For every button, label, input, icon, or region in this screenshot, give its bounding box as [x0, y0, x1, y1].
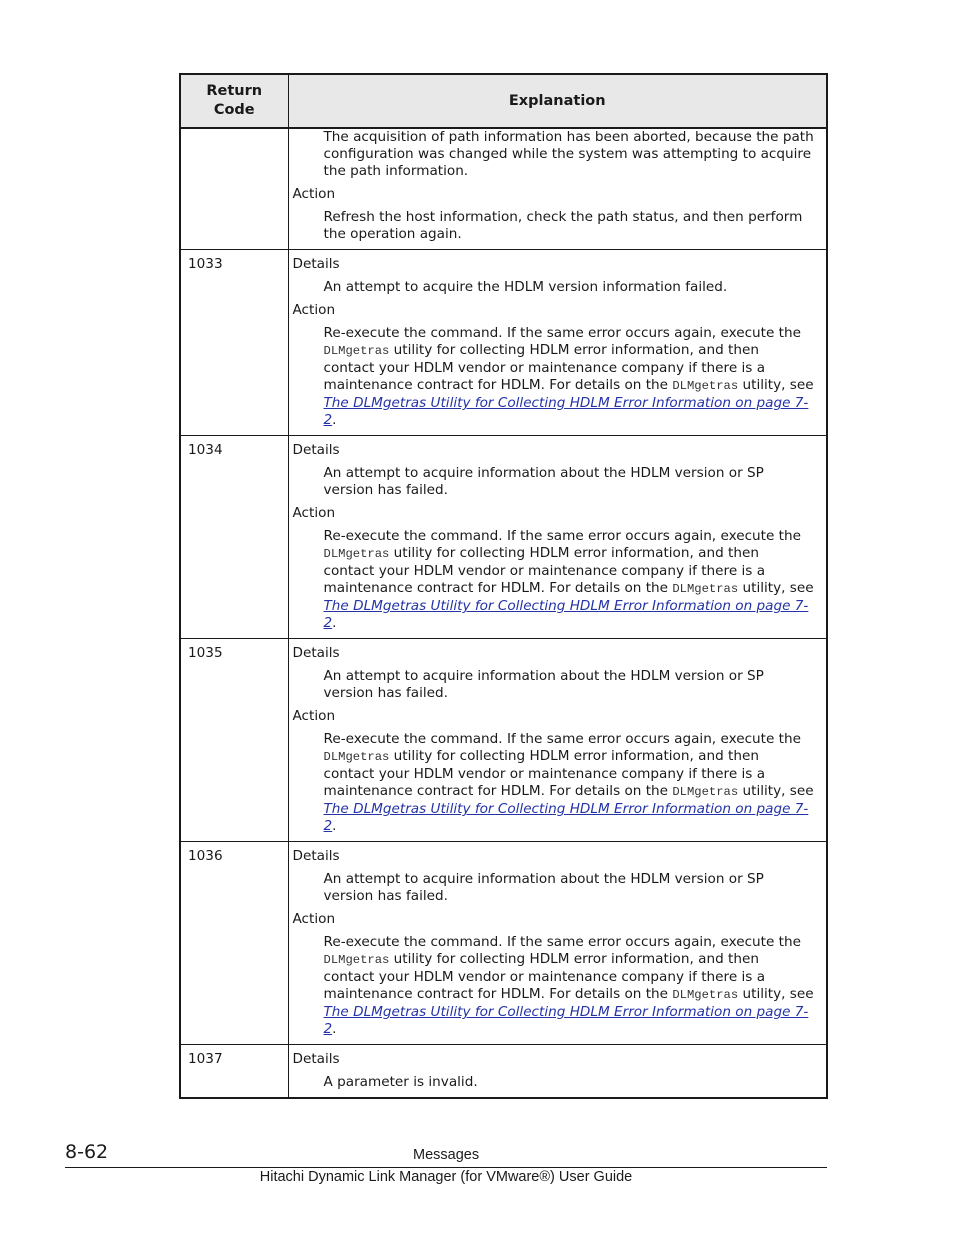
details-label: Details	[292, 442, 340, 458]
explanation-cell	[288, 128, 827, 250]
action-text-part: .	[332, 412, 337, 428]
utility-name: DLMgetras	[672, 379, 739, 393]
return-code-header-line1: Return	[206, 83, 263, 99]
details-label: Details	[292, 645, 340, 661]
utility-name: DLMgetras	[323, 750, 390, 764]
return-code-header-line2: Code	[213, 102, 255, 118]
return-code-cell: 1037	[180, 1045, 288, 1099]
action-text-part: utility for collecting HDLM error information, and then contact your HDLM vendor or maintenance company if there is a maintenance contract for HDLM. For details on the	[323, 545, 766, 596]
action-text-part: utility for collecting HDLM error information, and then contact your HDLM vendor or maintenance company if there is a maintenance contract for HDLM. For details on the	[323, 342, 766, 393]
details-label: Details	[292, 1051, 340, 1067]
return-code-cell: 1036	[180, 842, 288, 1045]
table-row	[180, 250, 827, 436]
action-label: Action	[292, 708, 336, 724]
footer-document-title: Hitachi Dynamic Link Manager (for VMware®) User Guide	[259, 1169, 633, 1185]
return-code-cell: 1035	[180, 639, 288, 842]
action-text	[324, 528, 815, 632]
explanation-cell	[288, 639, 827, 842]
details-text: The acquisition of path information has been aborted, because the path configuration was changed while the system was attempting to acquire the path information.	[323, 129, 814, 179]
action-text-part: utility, see	[738, 580, 814, 596]
explanation-cell	[288, 436, 827, 639]
action-text-part: .	[332, 818, 337, 834]
footer-divider	[65, 1167, 827, 1168]
return-code-cell: 1033	[180, 250, 288, 436]
explanation-header: Explanation	[288, 74, 827, 128]
table-row	[180, 436, 827, 639]
action-text-part: .	[332, 615, 337, 631]
details-text: An attempt to acquire information about the HDLM version or SP version has failed.	[323, 465, 764, 498]
utility-name: DLMgetras	[672, 582, 739, 596]
footer-section-title: Messages	[413, 1147, 480, 1163]
action-text-part: utility for collecting HDLM error information, and then contact your HDLM vendor or maintenance company if there is a maintenance contract for HDLM. For details on the	[323, 748, 766, 799]
action-text-part: .	[332, 1021, 337, 1037]
details-label: Details	[292, 848, 340, 864]
table-header-row	[180, 74, 827, 128]
action-text-part: Re-execute the command. If the same error occurs again, execute the	[323, 731, 801, 747]
utility-name: DLMgetras	[323, 547, 390, 561]
action-text	[324, 325, 815, 429]
action-text-part: utility for collecting HDLM error information, and then contact your HDLM vendor or maintenance company if there is a maintenance contract for HDLM. For details on the	[323, 951, 766, 1002]
utility-name: DLMgetras	[672, 988, 739, 1002]
action-label: Action	[292, 505, 336, 521]
action-label: Action	[292, 302, 336, 318]
cross-reference-link[interactable]: The DLMgetras Utility for Collecting HDLM Error Information on page 7-2	[323, 801, 809, 834]
cross-reference-link[interactable]: The DLMgetras Utility for Collecting HDLM Error Information on page 7-2	[323, 1004, 809, 1037]
action-text-part: Re-execute the command. If the same error occurs again, execute the	[323, 325, 801, 341]
action-text-part: utility, see	[738, 986, 814, 1002]
page-number: 8-62	[65, 1141, 109, 1163]
return-code-cell	[180, 128, 288, 250]
cross-reference-link[interactable]: The DLMgetras Utility for Collecting HDLM Error Information on page 7-2	[323, 395, 809, 428]
table-row	[180, 639, 827, 842]
action-label: Action	[292, 911, 336, 927]
utility-name: DLMgetras	[323, 953, 390, 967]
messages-table	[179, 73, 828, 1099]
return-code-header	[180, 74, 288, 128]
action-text-part: utility, see	[738, 377, 814, 393]
details-label: Details	[292, 256, 340, 272]
cross-reference-link[interactable]: The DLMgetras Utility for Collecting HDLM Error Information on page 7-2	[323, 598, 809, 631]
action-text: Refresh the host information, check the path status, and then perform the operation again.	[323, 209, 803, 242]
explanation-cell	[288, 842, 827, 1045]
table-row-continuation	[180, 128, 827, 250]
explanation-cell	[288, 250, 827, 436]
action-text	[324, 934, 815, 1038]
details-text: An attempt to acquire information about the HDLM version or SP version has failed.	[323, 871, 764, 904]
action-text	[324, 731, 815, 835]
table-row	[180, 842, 827, 1045]
details-text: An attempt to acquire the HDLM version information failed.	[323, 279, 728, 295]
utility-name: DLMgetras	[672, 785, 739, 799]
return-code-cell: 1034	[180, 436, 288, 639]
table-row	[180, 1045, 827, 1099]
action-text-part: Re-execute the command. If the same error occurs again, execute the	[323, 934, 801, 950]
action-label: Action	[292, 186, 336, 202]
action-text-part: Re-execute the command. If the same error occurs again, execute the	[323, 528, 801, 544]
details-text: A parameter is invalid.	[323, 1074, 478, 1090]
details-text: An attempt to acquire information about the HDLM version or SP version has failed.	[323, 668, 764, 701]
explanation-cell	[288, 1045, 827, 1099]
action-text-part: utility, see	[738, 783, 814, 799]
utility-name: DLMgetras	[323, 344, 390, 358]
